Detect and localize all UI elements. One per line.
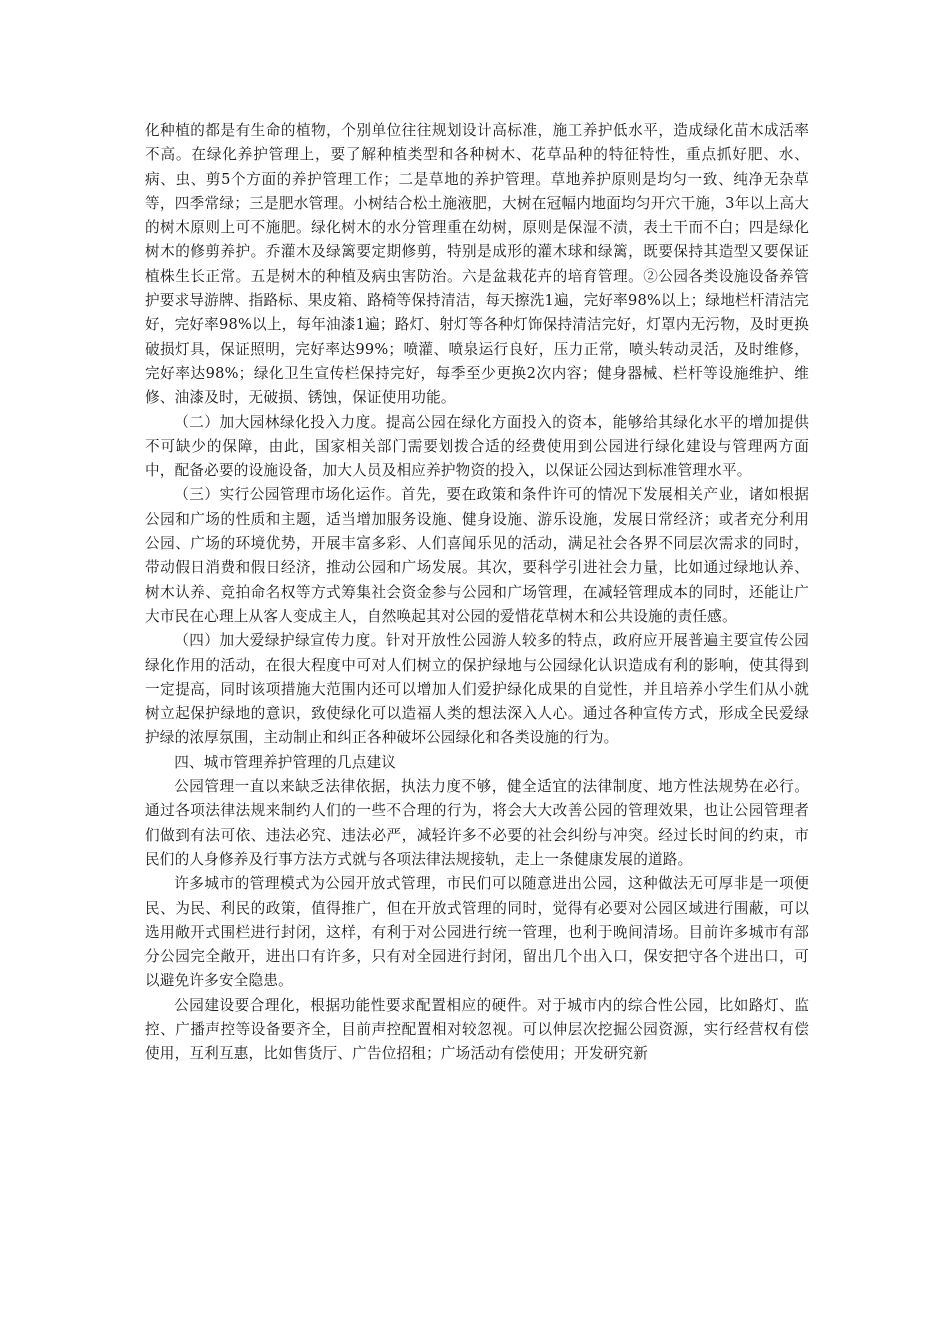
paragraph-park-construction: 公园建设要合理化，根据功能性要求配置相应的硬件。对于城市内的综合性公园，比如路灯、监控、广播声控等设备要齐全，目前声控配置相对较忽视。可以伸层次挖掘公园资源，实行经营权有偿使用，互利互惠，比如售货厅、广告位招租；广场活动有偿使用；开发研究新 [145,996,809,1063]
paragraph-publicity: （四）加大爱绿护绿宣传力度。针对开放性公园游人较多的特点，政府应开展普遍主要宣传公园绿化作用的活动，在很大程度中可对人们树立的保护绿地与公园绿化认识造成有利的影响，使其得到一定提高，同时该项措施大范围内还可以增加人们爱护绿化成果的自觉性，并且培养小学生们从小就树立起保护绿地的意识，致使绿化可以造福人类的想法深入人心。通过各种宣传方式，形成全民爱绿护绿的浓厚氛围，主动制止和纠正各种破坏公园绿化和各类设施的行为。 [145,632,809,747]
paragraph-legal-basis: 公园管理一直以来缺乏法律依据，执法力度不够，健全适宜的法律制度、地方性法规势在必行。通过各项法律法规来制约人们的一些不合理的行为，将会大大改善公园的管理效果，也让公园管理者们做到有法可依、违法必究、违法必严，减轻许多不必要的社会纠纷与冲突。经过长时间的约束，市民们的人身修养及行事方法方式就与各项法律法规接轨，走上一条健康发展的道路。 [145,778,809,868]
paragraph-market-operation: （三）实行公园管理市场化运作。首先，要在政策和条件许可的情况下发展相关产业，诸如根据公园和广场的性质和主题，适当增加服务设施、健身设施、游乐设施，发展日常经济；或者充分利用公园、广场的环境优势，开展丰富多彩、人们喜闻乐见的活动，满足社会各界不同层次需求的同时，带动假日消费和假日经济，推动公园和广场发展。其次，要科学引进社会力量，比如通过绿地认养、树木认养、竞拍命名权等方式筹集社会资金参与公园和广场管理，在减轻管理成本的同时，还能让广大市民在心理上从客人变成主人，自然唤起其对公园的爱惜花草树木和公共设施的责任感。 [145,486,809,625]
paragraph-open-management: 许多城市的管理模式为公园开放式管理，市民们可以随意进出公园，这种做法无可厚非是一项便民、为民、利民的政策，值得推广，但在开放式管理的同时，觉得有必要对公园区域进行围蔽，可以选用敞开式围栏进行封闭，这样，有利于对公园进行统一管理，也利于晚间清场。目前许多城市有部分公园完全敞开，进出口有许多，只有对全园进行封闭，留出几个出入口，保安把守各个进出口，可以避免许多安全隐患。 [145,875,809,990]
section-heading: 四、城市管理养护管理的几点建议 [174,753,397,771]
paragraph-maintenance-details: 化种植的都是有生命的植物，个别单位往往规划设计高标准，施工养护低水平，造成绿化苗木成活率不高。在绿化养护管理上，要了解种植类型和各种树木、花草品种的特征特性，重点抓好肥、水、病、虫、剪5个方面的养护管理工作；二是草地的养护管理。草地养护原则是均匀一致、纯净无杂草等，四季常绿；三是肥水管理。小树结合松土施液肥，大树在冠幅内地面均匀开穴干施，3年以上高大的树木原则上可不施肥。绿化树木的水分管理重在幼树，原则是保湿不渍，表土干而不白；四是绿化树木的修剪养护。乔灌木及绿篱要定期修剪，特别是成形的灌木球和绿篱，既要保持其造型又要保证植株生长正常。五是树木的种植及病虫害防治。六是盆栽花卉的培育管理。②公园各类设施设备养管护要求导游牌、指路标、果皮箱、路椅等保持清洁，每天擦洗1遍，完好率98%以上；绿地栏杆清洁完好，完好率98%以上，每年油漆1遍；路灯、射灯等各种灯饰保持清洁完好，灯罩内无污物，及时更换破损灯具，保证照明，完好率达99%；喷灌、喷泉运行良好，压力正常，喷头转动灵活，及时维修，完好率达98%；绿化卫生宣传栏保持完好，每季至少更换2次内容；健身器械、栏杆等设施维护、维修、油漆及时，无破损、锈蚀，保证使用功能。 [145,122,809,407]
paragraph-investment: （二）加大园林绿化投入力度。提高公园在绿化方面投入的资本，能够给其绿化水平的增加提供不可缺少的保障，由此，国家相关部门需要划拨合适的经费使用到公园进行绿化建设与管理两方面中，配备必要的设施设备，加大人员及相应养护物资的投入，以保证公园达到标准管理水平。 [145,413,809,480]
document-page [145,119,809,1067]
